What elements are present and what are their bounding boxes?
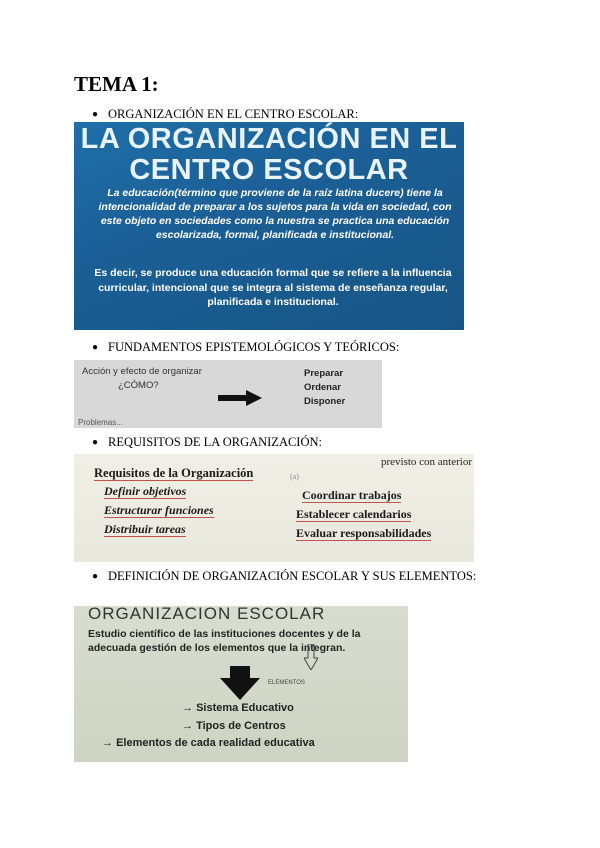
list-item: Disponer — [304, 396, 346, 407]
section-heading-definicion — [92, 568, 512, 585]
list-item: Preparar — [304, 368, 344, 379]
list-item-text: Elementos de cada realidad educativa — [116, 737, 315, 749]
bullet-icon: ● — [92, 571, 99, 582]
list-item-text: Estructurar funciones — [104, 503, 214, 517]
list-item: → Sistema Educativo — [182, 702, 294, 714]
slide-text-definition: Acción y efecto de organizar — [82, 366, 202, 377]
list-item — [104, 484, 186, 499]
handwritten-label: ELEMENTOS — [268, 680, 305, 686]
handwritten-mark: (a) — [290, 472, 299, 481]
slide-title — [74, 124, 464, 186]
slide-fundamentos — [74, 360, 382, 428]
slide-description: Estudio científico de las instituciones docentes y de la adecuada gestión de los elementos que la integran. — [88, 628, 361, 654]
section-heading-text: DEFINICIÓN DE ORGANIZACIÓN ESCOLAR Y SUS ELEMENTOS: — [108, 569, 477, 583]
section-heading-text: FUNDAMENTOS EPISTEMOLÓGICOS Y TEÓRICOS: — [108, 340, 400, 354]
page-title: TEMA 1: — [74, 72, 159, 96]
bullet-icon: ● — [92, 342, 99, 353]
slide-paragraph-definition: La educación(término que proviene de la raíz latina ducere) tiene la intencionalidad de preparar a los sujetos para la vida en sociedad, con este objeto en sociedades como la nuestra se practica una educación escolarizada, formal, planificada e institucional. — [98, 187, 452, 241]
slide-title-line2: CENTRO ESCOLAR — [129, 154, 409, 186]
slide-heading-text: Requisitos de la Organización — [94, 466, 254, 480]
slide-text-fragment: Problemas... — [78, 418, 123, 427]
slide-title: ORGANIZACION ESCOLAR — [88, 606, 326, 623]
list-item-text: Evaluar responsabilidades — [296, 526, 432, 540]
down-arrow-icon — [220, 666, 260, 700]
section-heading-requisitos — [92, 434, 512, 451]
list-item-text: Coordinar trabajos — [302, 488, 402, 502]
slide-text-fragment: previsto con anterior — [380, 456, 472, 468]
list-item-text: Definir objetivos — [104, 484, 187, 498]
section-heading-text: ORGANIZACIÓN EN EL CENTRO ESCOLAR: — [108, 107, 359, 121]
slide-heading — [94, 466, 253, 481]
list-item-text: Sistema Educativo — [196, 702, 294, 714]
list-item — [104, 522, 186, 537]
section-heading-text: REQUISITOS DE LA ORGANIZACIÓN: — [108, 435, 323, 449]
list-item — [104, 503, 214, 518]
section-heading-fundamentos — [92, 339, 512, 356]
slide-organizacion-centro-escolar — [74, 122, 464, 330]
list-item: Ordenar — [304, 382, 341, 393]
list-item — [302, 488, 401, 503]
section-heading-organizacion — [92, 106, 512, 123]
slide-title-line1: LA ORGANIZACIÓN EN EL — [80, 123, 458, 155]
right-arrow-icon — [218, 390, 262, 406]
down-arrow-icon — [304, 644, 318, 670]
slide-text-question: ¿CÓMO? — [118, 380, 159, 391]
bullet-icon: ● — [92, 109, 99, 120]
list-item-text: Establecer calendarios — [296, 507, 412, 521]
slide-requisitos — [74, 454, 474, 562]
list-item: → Tipos de Centros — [182, 720, 286, 732]
bullet-icon: ● — [92, 437, 99, 448]
list-item: → Elementos de cada realidad educativa — [102, 737, 315, 749]
list-item — [296, 526, 431, 541]
list-item-text: Distribuir tareas — [104, 522, 186, 536]
slide-organizacion-escolar — [74, 606, 408, 762]
list-item — [296, 507, 411, 522]
list-item-text: Tipos de Centros — [196, 720, 286, 732]
slide-paragraph-explanation: Es decir, se produce una educación formal que se refiere a la influencia curricular, intencional que se integra al sistema de enseñanza regular, planificada e institucional. — [94, 267, 452, 308]
